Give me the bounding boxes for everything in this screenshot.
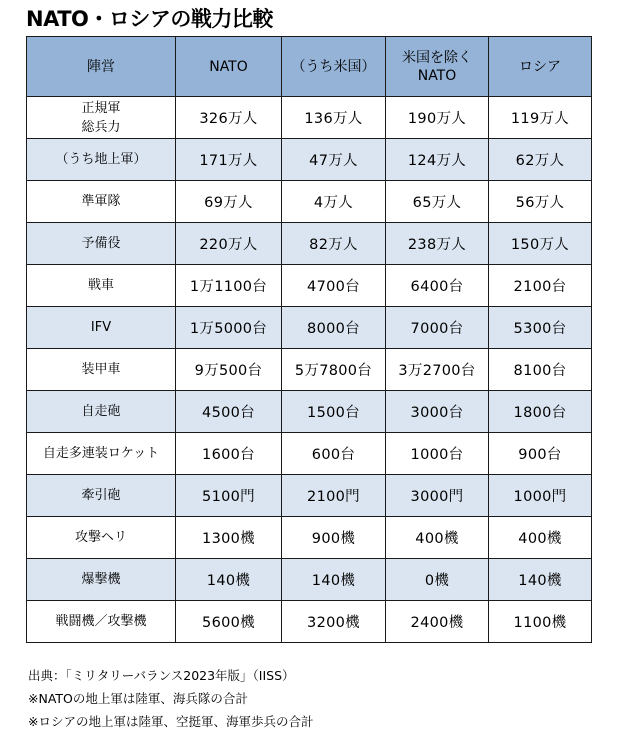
header-russia: ロシア [489,37,592,97]
cell-nato-ex-us: 0機 [386,559,489,601]
table-body [27,97,592,643]
cell-russia: 119万人 [489,97,592,139]
cell-nato-ex-us: 238万人 [386,223,489,265]
cell-nato: 1300機 [176,517,282,559]
cell-us: 900機 [282,517,386,559]
table-row [27,475,592,517]
table-row [27,223,592,265]
table-header [27,37,592,97]
cell-russia: 1100機 [489,601,592,643]
row-label: 戦闘機／攻撃機 [27,601,176,643]
header-row [27,37,592,97]
cell-nato-ex-us: 1000台 [386,433,489,475]
cell-russia: 400機 [489,517,592,559]
row-label: 戦車 [27,265,176,307]
header-nato: NATO [176,37,282,97]
cell-russia: 62万人 [489,139,592,181]
row-label: 爆撃機 [27,559,176,601]
cell-russia: 900台 [489,433,592,475]
cell-nato: 5100門 [176,475,282,517]
cell-nato: 4500台 [176,391,282,433]
row-label: 準軍隊 [27,181,176,223]
cell-russia: 1000門 [489,475,592,517]
cell-us: 3200機 [282,601,386,643]
cell-nato: 1万5000台 [176,307,282,349]
row-label: 自走砲 [27,391,176,433]
row-label: 予備役 [27,223,176,265]
page-title: NATO・ロシアの戦力比較 [26,7,273,31]
cell-nato-ex-us: 3万2700台 [386,349,489,391]
header-camp: 陣営 [27,37,176,97]
comparison-table [26,36,592,643]
table-row [27,349,592,391]
cell-nato-ex-us: 124万人 [386,139,489,181]
table-row [27,181,592,223]
cell-nato-ex-us: 6400台 [386,265,489,307]
cell-us: 4万人 [282,181,386,223]
cell-russia: 150万人 [489,223,592,265]
row-label: 装甲車 [27,349,176,391]
table-row [27,601,592,643]
russia-ground-forces-note: ※ロシアの地上軍は陸軍、空挺軍、海軍歩兵の合計 [28,714,314,729]
cell-us: 47万人 [282,139,386,181]
cell-us: 8000台 [282,307,386,349]
cell-nato-ex-us: 7000台 [386,307,489,349]
cell-russia: 56万人 [489,181,592,223]
cell-us: 5万7800台 [282,349,386,391]
cell-nato: 69万人 [176,181,282,223]
cell-nato: 140機 [176,559,282,601]
cell-nato-ex-us: 400機 [386,517,489,559]
cell-nato: 171万人 [176,139,282,181]
nato-ground-forces-note: ※NATOの地上軍は陸軍、海兵隊の合計 [28,691,248,706]
row-label: 自走多連装ロケット [27,433,176,475]
cell-us: 82万人 [282,223,386,265]
cell-nato: 1600台 [176,433,282,475]
source-note: 出典：「ミリタリーバランス2023年版」（IISS） [28,668,295,683]
table-row [27,391,592,433]
cell-russia: 140機 [489,559,592,601]
cell-us: 4700台 [282,265,386,307]
row-label: 正規軍 総兵力 [27,97,176,139]
cell-russia: 5300台 [489,307,592,349]
cell-nato-ex-us: 65万人 [386,181,489,223]
footnotes [28,664,313,733]
header-nato-excluding-us: 米国を除く NATO [386,37,489,97]
cell-nato-ex-us: 2400機 [386,601,489,643]
row-label: 攻撃ヘリ [27,517,176,559]
cell-nato-ex-us: 3000台 [386,391,489,433]
cell-us: 1500台 [282,391,386,433]
row-label: （うち地上軍） [27,139,176,181]
table-row [27,307,592,349]
cell-us: 2100門 [282,475,386,517]
header-us: （うち米国） [282,37,386,97]
row-label: 牽引砲 [27,475,176,517]
cell-us: 140機 [282,559,386,601]
cell-nato: 9万500台 [176,349,282,391]
table-row [27,517,592,559]
cell-us: 600台 [282,433,386,475]
table-row [27,97,592,139]
table-row [27,433,592,475]
cell-nato-ex-us: 190万人 [386,97,489,139]
table-row [27,265,592,307]
cell-russia: 1800台 [489,391,592,433]
cell-us: 136万人 [282,97,386,139]
cell-nato: 220万人 [176,223,282,265]
cell-nato: 5600機 [176,601,282,643]
table-row [27,139,592,181]
cell-nato-ex-us: 3000門 [386,475,489,517]
cell-nato: 1万1100台 [176,265,282,307]
row-label: IFV [27,307,176,349]
cell-russia: 8100台 [489,349,592,391]
cell-russia: 2100台 [489,265,592,307]
cell-nato: 326万人 [176,97,282,139]
table-row [27,559,592,601]
